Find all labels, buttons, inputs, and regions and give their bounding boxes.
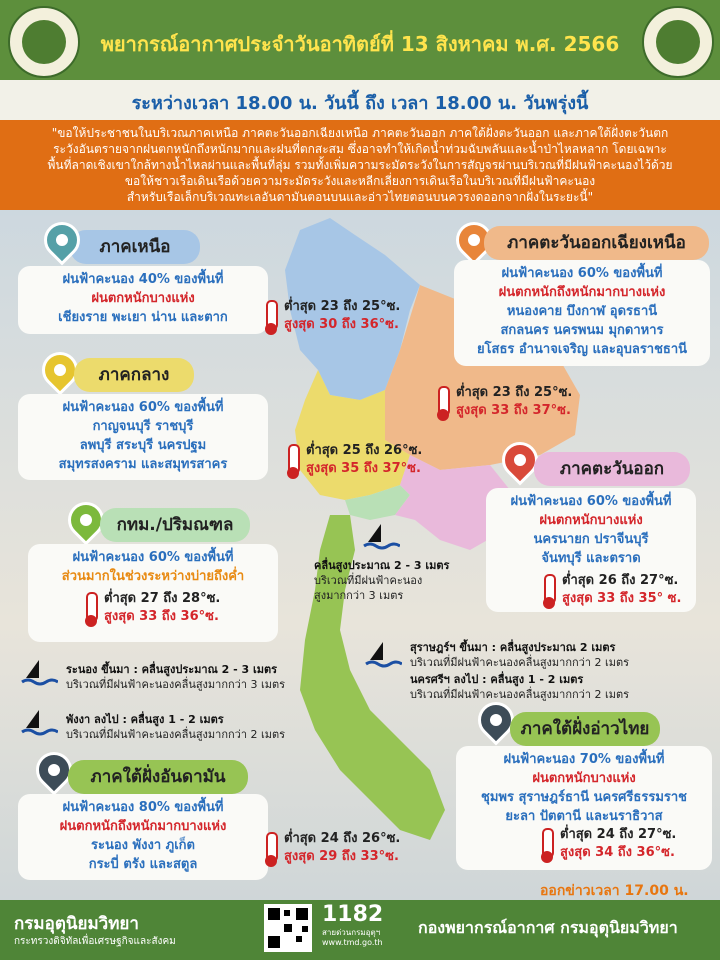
east-min: ต่ำสุด 26 ถึง 27°ซ. [562, 573, 679, 588]
thermometer-icon [542, 828, 554, 858]
warning-line: ระวังอันตรายจากฝนตกหนักถึงหนักมากและฝนที่ตกสะสม ซึ่งอาจทำให้เกิดน้ำท่วมฉับพลันและน้ำป่าไหลหลาก โดยเฉพาะ [53, 142, 667, 156]
east-heavy: ฝนตกหนักบางแห่ง [539, 513, 643, 528]
north-temp [284, 298, 400, 334]
thermometer-icon [266, 832, 278, 862]
bangkok-rain: ฝนฟ้าคะนอง 60% ของพื้นที่ [72, 550, 234, 565]
north-provinces: เชียงราย พะเยา น่าน และตาก [58, 310, 228, 325]
page-title: พยากรณ์อากาศประจำวันอาทิตย์ที่ 13 สิงหาคม พ.ศ. 2566 [100, 32, 620, 56]
east-rain: ฝนฟ้าคะนอง 60% ของพื้นที่ [510, 494, 672, 509]
central-rain: ฝนฟ้าคะนอง 60% ของพื้นที่ [62, 400, 224, 415]
bangkok-title: กทม./ปริมณฑล [100, 508, 250, 542]
northeast-provinces: ยโสธร อำนาจเจริญ และอุบลราชธานี [476, 342, 688, 357]
south-east-provinces: ยะลา ปัตตานี และนราธิวาส [505, 809, 663, 824]
south-east-rain: ฝนฟ้าคะนอง 70% ของพื้นที่ [503, 752, 665, 767]
north-rain: ฝนฟ้าคะนอง 40% ของพื้นที่ [62, 272, 224, 287]
wave-note: บริเวณที่มีฝนฟ้าคะนองคลื่นสูงมากกว่า 2 เมตร [410, 688, 630, 701]
bangkok-max: สูงสุด 33 ถึง 36°ซ. [104, 609, 219, 624]
wave-height: คลื่นสูงประมาณ 2 - 3 เมตร [314, 559, 450, 572]
central-provinces: ลพบุรี สระบุรี นครปฐม [79, 438, 207, 453]
north-min: ต่ำสุด 23 ถึง 25°ซ. [284, 299, 401, 314]
south-east-heavy: ฝนตกหนักบางแห่ง [532, 771, 636, 786]
warning-line: ขอให้ชาวเรือเดินเรือด้วยความระมัดระวังและหลีกเลี่ยงการเดินเรือในบริเวณที่มีฝนฟ้าคะนอง [124, 174, 596, 188]
footer-division: กองพยากรณ์อากาศ กรมอุตุนิยมวิทยา [418, 918, 678, 937]
north-max: สูงสุด 30 ถึง 36°ซ. [284, 317, 399, 332]
central-provinces: กาญจนบุรี ราชบุรี [92, 419, 194, 434]
boat-icon [364, 640, 402, 670]
hotline-number: 1182 [322, 902, 384, 927]
northeast-heavy: ฝนตกหนักถึงหนักมากบางแห่ง [498, 285, 666, 300]
wave-note: บริเวณที่มีฝนฟ้าคะนอง [314, 574, 423, 587]
wave-ranong [66, 662, 285, 692]
south-west-heavy: ฝนตกหนักถึงหนักมากบางแห่ง [59, 819, 227, 834]
east-provinces: จันทบุรี และตราด [541, 551, 641, 566]
wave-note: บริเวณที่มีฝนฟ้าคะนองคลื่นสูงมากกว่า 2 เมตร [66, 728, 286, 741]
north-box [18, 266, 268, 334]
northeast-rain: ฝนฟ้าคะนอง 60% ของพื้นที่ [501, 266, 663, 281]
northeast-provinces: สกลนคร นครพนม มุกดาหาร [500, 323, 664, 338]
forecast-period: ระหว่างเวลา 18.00 น. วันนี้ ถึง เวลา 18.00 น. วันพรุ่งนี้ [131, 93, 589, 114]
ministry-logo [8, 6, 80, 78]
bangkok-temp [104, 590, 220, 626]
south-west-rain: ฝนฟ้าคะนอง 80% ของพื้นที่ [62, 800, 224, 815]
northeast-provinces: หนองคาย บึงกาฬ อุดรธานี [506, 304, 658, 319]
issued-time: ออกข่าวเวลา 17.00 น. [540, 883, 689, 899]
central-box [18, 394, 268, 480]
south-east-max: สูงสุด 34 ถึง 36°ซ. [560, 845, 675, 860]
warning-line: สำหรับเรือเล็กบริเวณทะเลอันดามันตอนบนและอ่าวไทยตอนบนควรงดออกจากฝั่งในระยะนี้" [126, 190, 594, 204]
thermometer-icon [438, 386, 450, 416]
thermometer-icon [266, 300, 278, 330]
east-provinces: นครนายก ปราจีนบุรี [533, 532, 649, 547]
wave-phangnga [66, 712, 285, 742]
south-west-box [18, 794, 268, 880]
wave-note: บริเวณที่มีฝนฟ้าคะนองคลื่นสูงมากกว่า 2 เมตร [410, 656, 630, 669]
thermometer-icon [544, 574, 556, 604]
central-provinces: สมุทรสงคราม และสมุทรสาคร [58, 457, 228, 472]
warning-line: "ขอให้ประชาชนในบริเวณภาคเหนือ ภาคตะวันออกเฉียงเหนือ ภาคตะวันออก ภาคใต้ฝั่งตะวันออก และภาคใต้ฝั่งตะวันตก [51, 126, 669, 140]
hotline-info [322, 928, 383, 948]
bangkok-min: ต่ำสุด 27 ถึง 28°ซ. [104, 591, 221, 606]
footer-ministry: กระทรวงดิจิทัลเพื่อเศรษฐกิจและสังคม [14, 936, 176, 947]
boat-icon [362, 522, 400, 552]
central-temp [306, 442, 422, 478]
south-west-min: ต่ำสุด 24 ถึง 26°ซ. [284, 831, 401, 846]
south-east-min: ต่ำสุด 24 ถึง 27°ซ. [560, 827, 677, 842]
wave-note: สูงมากกว่า 3 เมตร [314, 589, 404, 602]
south-west-max: สูงสุด 29 ถึง 33°ซ. [284, 849, 399, 864]
northeast-max: สูงสุด 33 ถึง 37°ซ. [456, 403, 571, 418]
footer-dept: กรมอุตุนิยมวิทยา [14, 914, 139, 934]
south-west-temp [284, 830, 400, 866]
central-title: ภาคกลาง [74, 358, 194, 392]
bangkok-timing: ส่วนมากในช่วงระหว่างบ่ายถึงค่ำ [61, 569, 245, 584]
northeast-title: ภาคตะวันออกเฉียงเหนือ [484, 226, 709, 260]
thermometer-icon [86, 592, 98, 622]
northeast-min: ต่ำสุด 23 ถึง 25°ซ. [456, 385, 573, 400]
warning-text [8, 125, 712, 205]
wave-height: สุราษฎร์ฯ ขึ้นมา : คลื่นสูงประมาณ 2 เมตร [410, 641, 616, 654]
boat-icon [20, 708, 58, 738]
boat-icon [20, 658, 58, 688]
warning-line: พื้นที่ลาดเชิงเขาใกล้ทางน้ำไหลผ่านและพื้นที่ลุ่ม รวมทั้งเพิ่มความระมัดระวังในการสัญจรผ่านบริเวณที่มีฝนฟ้าคะนองไว้ด้วย [47, 158, 673, 172]
thermometer-icon [288, 444, 300, 474]
east-temp [562, 572, 681, 608]
wave-height: นครศรีฯ ลงไป : คลื่นสูง 1 - 2 เมตร [410, 673, 584, 686]
east-max: สูงสุด 33 ถึง 35° ซ. [562, 591, 682, 606]
tmd-logo [642, 6, 714, 78]
wave-surat [410, 640, 629, 670]
northeast-box [454, 260, 710, 366]
south-west-provinces: ระนอง พังงา ภูเก็ต [91, 838, 195, 853]
south-west-title: ภาคใต้ฝั่งอันดามัน [68, 760, 248, 794]
south-east-temp [560, 826, 676, 862]
northeast-temp [456, 384, 572, 420]
wave-note: บริเวณที่มีฝนฟ้าคะนองคลื่นสูงมากกว่า 3 เมตร [66, 678, 286, 691]
website-url[interactable]: www.tmd.go.th [322, 938, 383, 947]
east-title: ภาคตะวันออก [534, 452, 690, 486]
qr-code-icon[interactable] [264, 904, 312, 952]
south-east-title: ภาคใต้ฝั่งอ่าวไทย [510, 712, 660, 746]
hotline-label: สายด่วนกรมอุตุฯ [322, 928, 381, 937]
south-west-provinces: กระบี่ ตรัง และสตูล [88, 857, 198, 872]
wave-gulf-upper [314, 558, 449, 603]
north-heavy: ฝนตกหนักบางแห่ง [91, 291, 195, 306]
central-min: ต่ำสุด 25 ถึง 26°ซ. [306, 443, 423, 458]
wave-height: ระนอง ขึ้นมา : คลื่นสูงประมาณ 2 - 3 เมตร [66, 663, 278, 676]
central-max: สูงสุด 35 ถึง 37°ซ. [306, 461, 421, 476]
wave-height: พังงา ลงไป : คลื่นสูง 1 - 2 เมตร [66, 713, 224, 726]
wave-nakhon [410, 672, 629, 702]
south-east-provinces: ชุมพร สุราษฎร์ธานี นครศรีธรรมราช [481, 790, 687, 805]
north-title: ภาคเหนือ [70, 230, 200, 264]
